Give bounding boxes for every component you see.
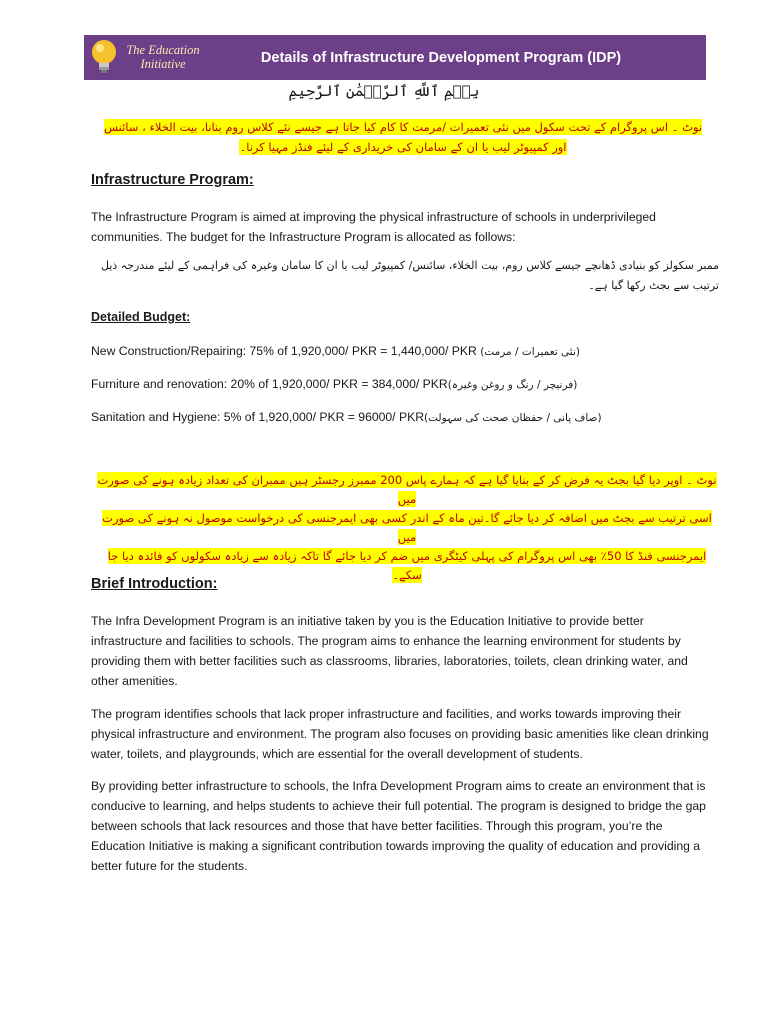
section-heading-budget: Detailed Budget: — [91, 310, 191, 324]
urdu-note-1 — [88, 117, 718, 157]
budget-item-text: Furniture and renovation: 20% of 1,920,000/ PKR = 384,000/ PKR — [91, 377, 448, 391]
infrastructure-paragraph: The Infrastructure Program is aimed at improving the physical infrastructure of schools in underprivileged communities. The budget for the Infrastructure Program is allocated as follows: — [91, 210, 656, 244]
header-banner — [84, 35, 706, 80]
budget-item-urdu: (فرنیچر / رنگ و روغن وغیرہ) — [447, 379, 578, 391]
budget-item — [91, 408, 602, 427]
note-line: ایمرجنسی فنڈ کا 50٪ بھی اس پروگرام کی پہلی کیٹگری میں ضم کر دیا جائے گا تاکہ زیادہ سے زیادہ سکولوں کو فائدہ دیا جا سکے۔ — [107, 549, 707, 582]
intro-paragraph-2: The program identifies schools that lack proper infrastructure and facilities, and works towards improving their physical infrastructure and environment. The program also focuses on providing basic amenities like clean drinking water, toilets, and playgrounds, which are essential for the overall development of students. — [91, 707, 709, 761]
budget-item-text: Sanitation and Hygiene: 5% of 1,920,000/ PKR = 96000/ PKR — [91, 410, 425, 424]
note-line: اور کمپیوٹر لیب یا ان کے سامان کی خریداری کے لیئے فنڈز مہیا کرنا۔ — [239, 140, 567, 154]
bismillah: بِسۡمِ ٱللَّهِ ٱلرَّحۡمَٰنِ ٱلرَّحِيمِ — [288, 82, 480, 100]
budget-item-text: New Construction/Repairing: 75% of 1,920,000/ PKR = 1,440,000/ PKR — [91, 344, 481, 358]
intro-paragraph-3: By providing better infrastructure to schools, the Infra Development Program aims to create an environment that is conducive to learning, and helps students to achieve their full potential. The program is designed to bridge the gap between schools that lack resources and those that have better facilities. Through this program, you’re the Education Initiative is making a significant contribution towards improving the quality of education and providing a better future for the students. — [91, 779, 706, 873]
note-line: اسی ترتیب سے بجٹ میں اضافہ کر دیا جائے گا۔تین ماہ کے اندر کسی بھی ایمرجنسی کی درخواست موصول نہ ہونے کی صورت میں — [102, 511, 712, 544]
page-title: Details of Infrastructure Development Program (IDP) — [260, 49, 622, 66]
intro-paragraph-1: The Infra Development Program is an initiative taken by you is the Education Initiative to provide better infrastructure and facilities to schools. The program aims to enhance the learning environment for students by providing them with better facilities such as classrooms, libraries, laboratories, toilets, clean drinking water, and other amenities. — [91, 614, 688, 688]
logo — [84, 35, 204, 80]
note-line: نوٹ ۔ اس پروگرام کے تحت سکول میں نئی تعمیرات /مرمت کا کام کیا جاتا ہے جیسے نئے کلاس روم بنانا، بیت الخلاء ، سائنس — [103, 120, 703, 134]
budget-item-urdu: (نئی تعمیرات / مرمت) — [480, 346, 581, 358]
budget-item — [91, 375, 577, 394]
budget-item — [91, 342, 580, 361]
note-line: نوٹ ۔ اوپر دیا گیا بجٹ یہ فرض کر کے بنایا گیا ہے کہ ہمارے پاس 200 ممبرز رجسٹر ہیں ممبران کی تعداد زیادہ ہونے کی صورت میں — [97, 473, 717, 506]
section-heading-introduction: Brief Introduction: — [91, 576, 218, 592]
infrastructure-urdu-paragraph: ممبر سکولز کو بنیادی ڈھانچے جیسے کلاس روم، بیت الخلاء، سائنس/ کمپیوٹر لیب یا ان کا سامان وغیرہ کی فراہمی کے لیئے مندرجہ ذیل ترتیب سے بجٹ رکھا گیا ہے۔ — [101, 259, 719, 292]
logo-text: The Education Initiative — [126, 43, 200, 71]
section-heading-infrastructure: Infrastructure Program: — [91, 172, 254, 188]
budget-item-urdu: (صاف پانی / حفظان صحت کی سہولت) — [424, 412, 602, 424]
urdu-note-2 — [92, 471, 722, 585]
lightbulb-icon — [90, 39, 118, 76]
